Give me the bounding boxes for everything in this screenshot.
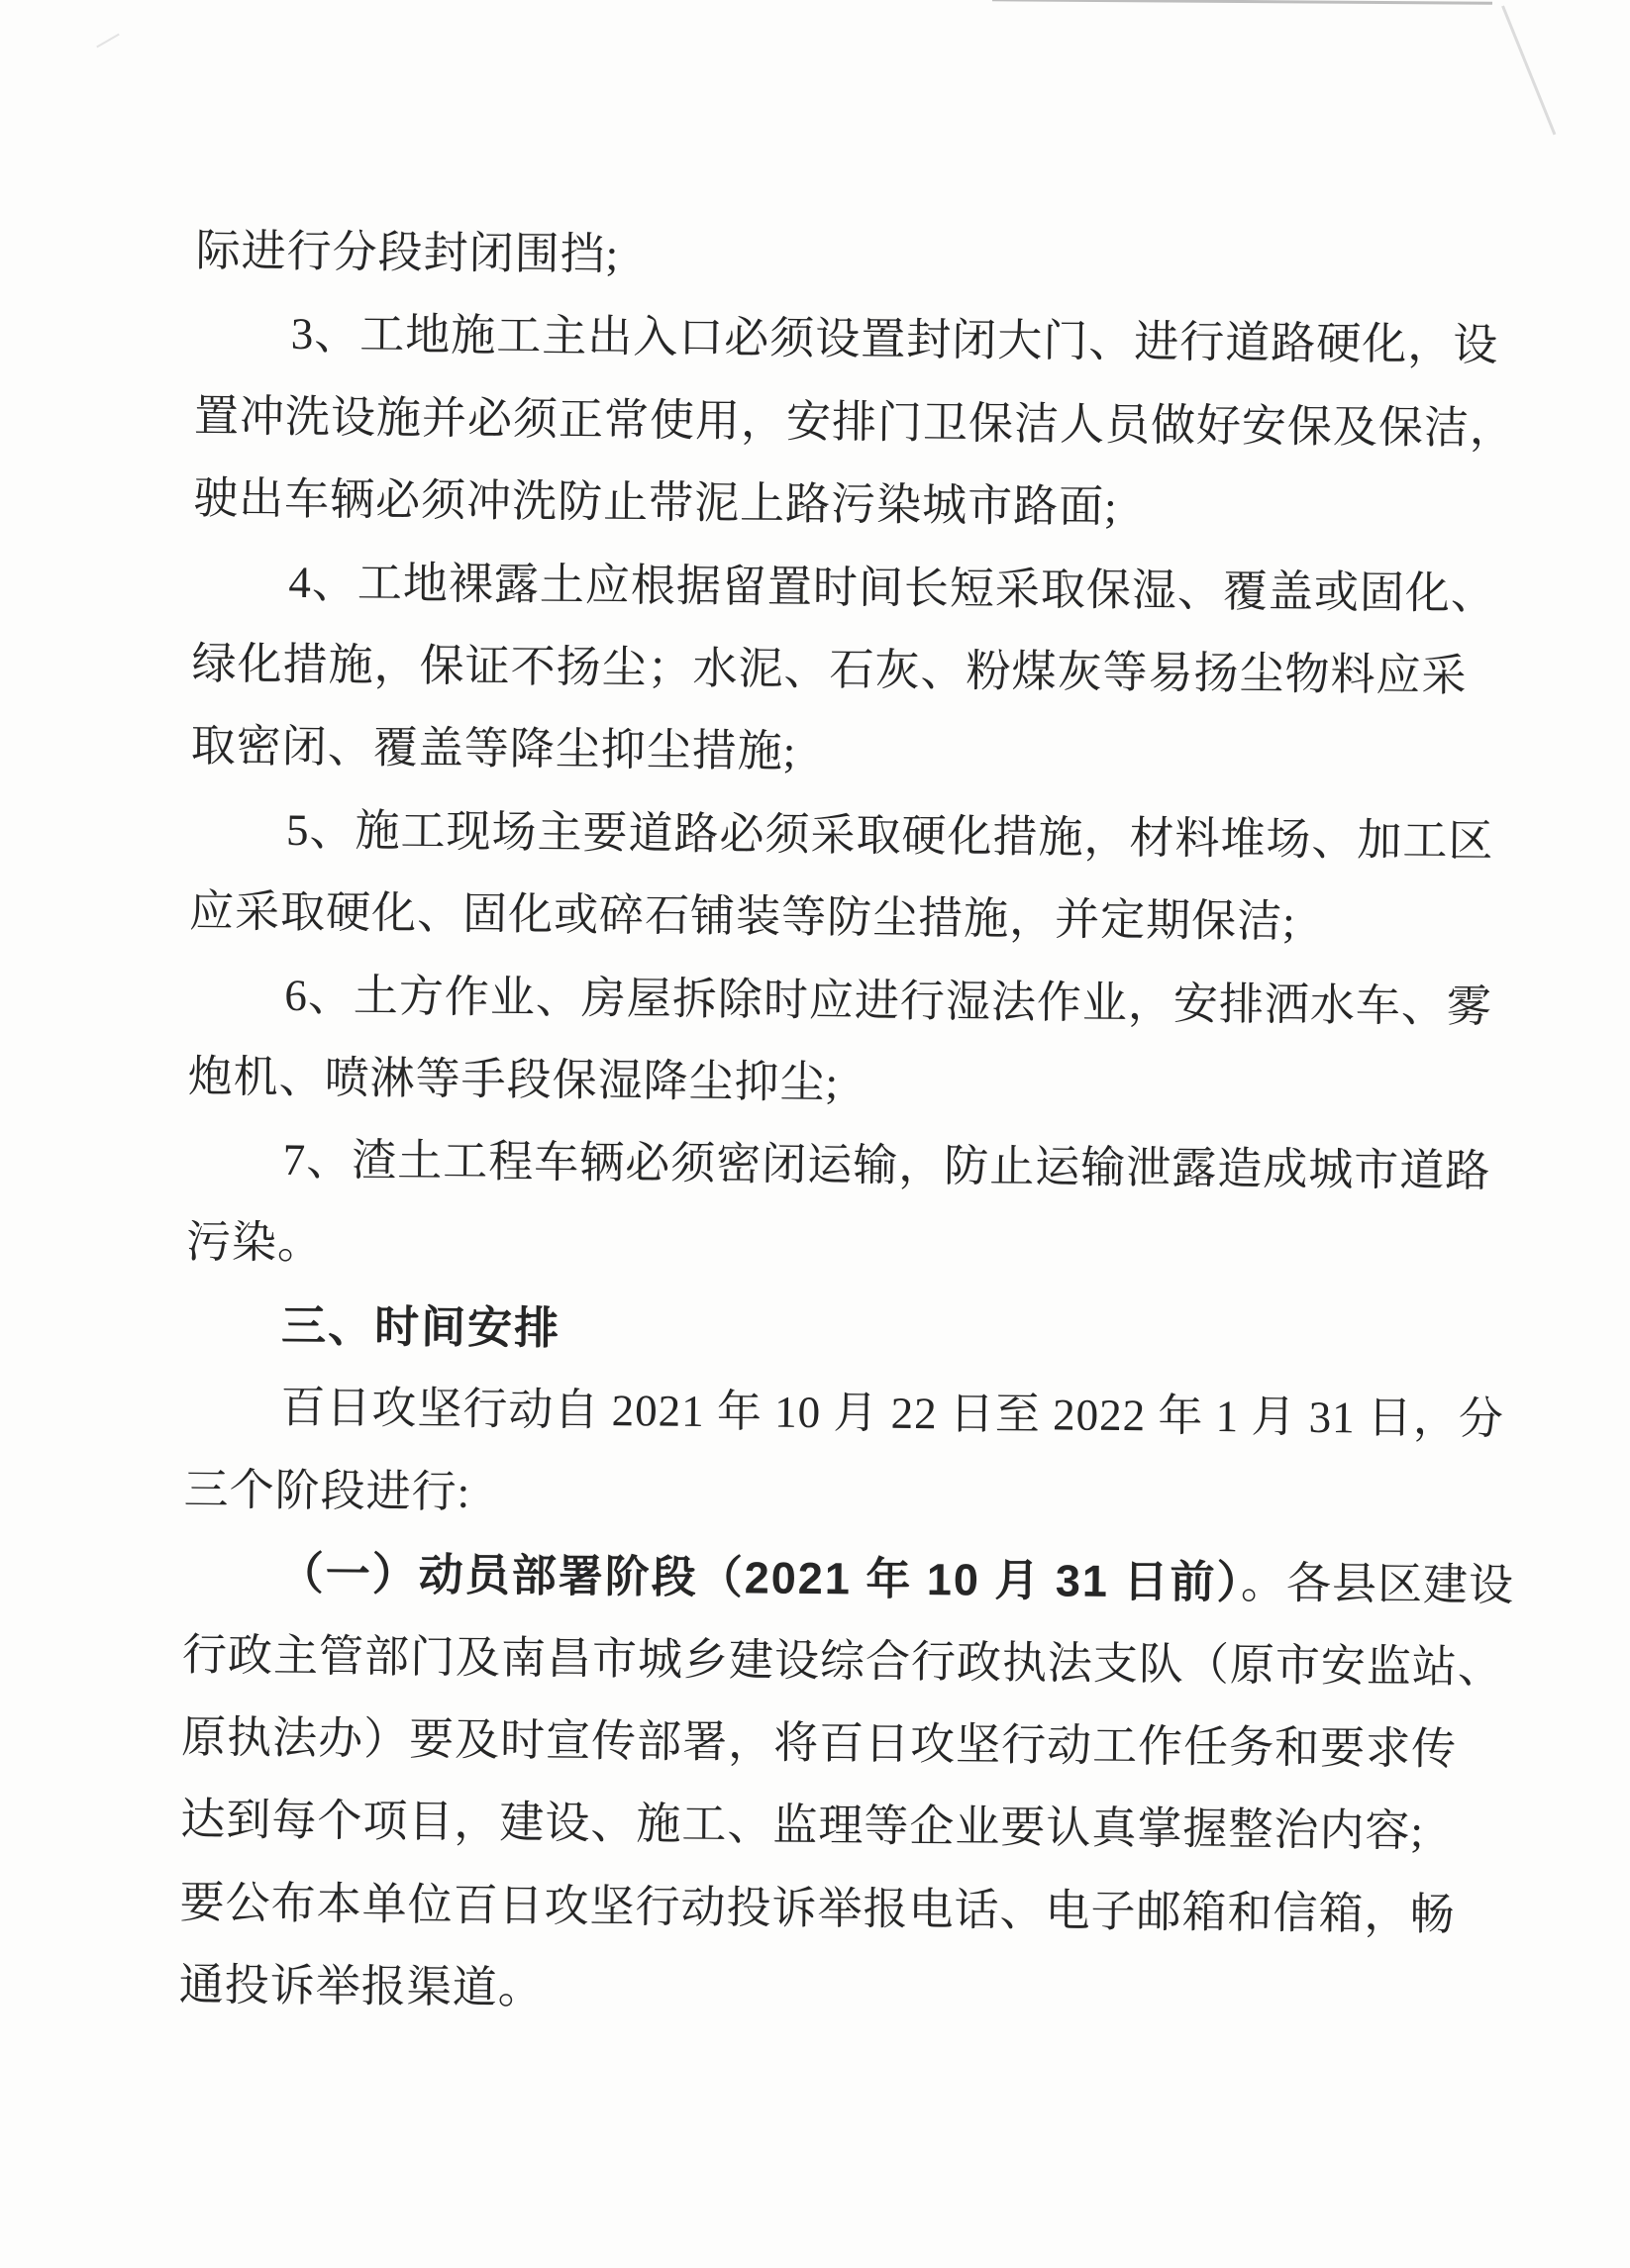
- scan-edge-corner: [1501, 5, 1556, 135]
- text-line: 6、土方作业、房屋拆除时应进行湿法作业，安排洒水车、雾: [284, 970, 1493, 1032]
- text-line: 际进行分段封闭围挡;: [195, 225, 620, 280]
- page-content: [178, 210, 1523, 2039]
- text-line: 原执法办）要及时宣传部署，将百日攻坚行动工作任务和要求传: [180, 1711, 1458, 1775]
- text-line: 要公布本单位百日攻坚行动投诉举报电话、电子邮箱和信箱，畅: [179, 1877, 1456, 1940]
- text-line: 行政主管部门及南昌市城乡建设综合行政执法支队（原市安监站、: [181, 1629, 1504, 1693]
- text-line: 通投诉举报渠道。: [178, 1960, 545, 2013]
- phase-heading-bold: （一）动员部署阶段（2021 年 10 月 31 日前）: [278, 1548, 1242, 1608]
- text-line: 5、施工现场主要道路必须采取硬化措施，材料堆场、加工区: [285, 804, 1494, 867]
- text-line: 绿化措施，保证不扬尘；水泥、石灰、粉煤灰等易扬尘物料应采: [191, 638, 1468, 701]
- text-line: 7、渣土工程车辆必须密闭运输，防止运输泄露造成城市道路: [282, 1135, 1491, 1196]
- text-line: 污染。: [185, 1216, 324, 1268]
- text-line: 达到每个项目，建设、施工、监理等企业要认真掌握整治内容;: [180, 1795, 1425, 1857]
- text-line: 驶出车辆必须冲洗防止带泥上路污染城市路面;: [192, 473, 1118, 533]
- section-heading: 三、时间安排: [280, 1299, 561, 1354]
- scan-speck: [96, 34, 120, 49]
- phase-heading-rest: 。各县区建设: [1240, 1558, 1515, 1611]
- text-line: 炮机、喷淋等手段保湿降尘抑尘;: [187, 1051, 840, 1108]
- text-line: [182, 1531, 1515, 1626]
- text-line: 4、工地裸露土应根据留置时间长短采取保湿、覆盖或固化、: [288, 557, 1497, 619]
- scan-edge-top: [992, 0, 1492, 5]
- text-line: 置冲洗设施并必须正常使用，安排门卫保洁人员做好安保及保洁，: [193, 390, 1516, 454]
- text-line: 三个阶段进行:: [183, 1464, 471, 1517]
- text-line: 百日攻坚行动自 2021 年 10 月 22 日至 2022 年 1 月 31 日，分: [280, 1383, 1505, 1445]
- text-line: 3、工地施工主出入口必须设置封闭大门、进行道路硬化，设: [290, 309, 1499, 371]
- text-line: 取密闭、覆盖等降尘抑尘措施;: [190, 721, 797, 777]
- text-line: 应采取硬化、固化或碎石铺装等防尘措施，并定期保洁;: [188, 886, 1296, 947]
